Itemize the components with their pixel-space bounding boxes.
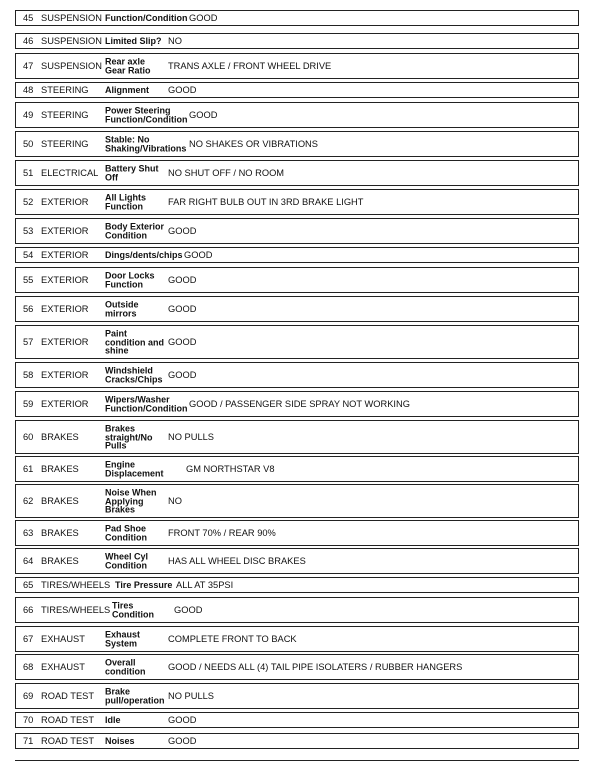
row-number: 71: [23, 736, 34, 746]
row-item: Stable: No Shaking/Vibrations: [105, 134, 187, 153]
row-category: EXHAUST: [41, 634, 85, 644]
row-value: GOOD: [184, 250, 213, 260]
table-row: [15, 218, 579, 244]
row-category: BRAKES: [41, 496, 79, 506]
row-value: ALL AT 35PSI: [176, 580, 234, 590]
row-category: BRAKES: [41, 464, 79, 474]
row-category: EXTERIOR: [41, 275, 89, 285]
row-category: EXTERIOR: [41, 304, 89, 314]
row-value: GOOD: [168, 370, 197, 380]
row-value: NO SHUT OFF / NO ROOM: [168, 168, 285, 178]
row-value: GOOD: [168, 715, 197, 725]
row-item: Wipers/Washer Function/Condition: [105, 394, 188, 413]
row-value: NO SHAKES OR VIBRATIONS: [189, 139, 318, 149]
table-row: [15, 654, 579, 680]
table-row: [15, 626, 579, 652]
row-value: GM NORTHSTAR V8: [186, 464, 275, 474]
table-bottom-border: [15, 760, 579, 761]
row-item: Body Exterior Condition: [105, 221, 165, 240]
row-item: Paint condition and shine: [105, 328, 164, 356]
row-value: TRANS AXLE / FRONT WHEEL DRIVE: [168, 61, 332, 71]
row-value: GOOD: [168, 85, 197, 95]
row-number: 58: [23, 370, 34, 380]
row-item: Power Steering Function/Condition: [105, 105, 188, 124]
row-category: ELECTRICAL: [41, 168, 99, 178]
row-category: EXHAUST: [41, 662, 85, 672]
row-number: 61: [23, 464, 34, 474]
table-row: [15, 577, 579, 593]
row-value: GOOD: [189, 110, 218, 120]
table-row: [15, 520, 579, 546]
row-number: 50: [23, 139, 34, 149]
row-item: Outside mirrors: [105, 299, 139, 318]
table-row: [15, 712, 579, 728]
row-category: SUSPENSION: [41, 36, 102, 46]
row-category: SUSPENSION: [41, 13, 102, 23]
row-number: 56: [23, 304, 34, 314]
row-number: 52: [23, 197, 34, 207]
row-value: GOOD: [168, 736, 197, 746]
row-number: 63: [23, 528, 34, 538]
row-value: NO: [168, 496, 182, 506]
row-number: 53: [23, 226, 34, 236]
row-value: HAS ALL WHEEL DISC BRAKES: [168, 556, 306, 566]
row-number: 46: [23, 36, 34, 46]
row-value: NO: [168, 36, 182, 46]
row-item: All Lights Function: [105, 192, 146, 211]
row-category: ROAD TEST: [41, 736, 95, 746]
row-value: NO PULLS: [168, 691, 214, 701]
row-category: STEERING: [41, 139, 89, 149]
table-row: [15, 160, 579, 186]
table-row: [15, 548, 579, 574]
row-category: ROAD TEST: [41, 715, 95, 725]
row-value: GOOD: [174, 605, 203, 615]
row-value: GOOD: [168, 337, 197, 347]
table-row: [15, 10, 579, 26]
table-row: [15, 391, 579, 417]
row-number: 51: [23, 168, 34, 178]
row-item: Door Locks Function: [105, 270, 155, 289]
row-number: 67: [23, 634, 34, 644]
row-item: Noise When Applying Brakes: [105, 487, 157, 515]
row-item: Noises: [105, 735, 135, 746]
row-item: Brake pull/operation: [105, 686, 165, 705]
row-number: 62: [23, 496, 34, 506]
row-item: Engine Displacement: [105, 459, 164, 478]
row-category: EXTERIOR: [41, 226, 89, 236]
table-row: [15, 456, 579, 482]
table-row: [15, 325, 579, 359]
row-category: EXTERIOR: [41, 399, 89, 409]
row-item: Pad Shoe Condition: [105, 523, 147, 542]
row-number: 48: [23, 85, 34, 95]
table-row: [15, 597, 579, 623]
row-value: NO PULLS: [168, 432, 214, 442]
row-value: GOOD: [168, 226, 197, 236]
row-value: GOOD: [168, 275, 197, 285]
row-number: 45: [23, 13, 34, 23]
row-item: Exhaust System: [105, 629, 141, 648]
row-value: GOOD: [168, 304, 197, 314]
row-value: GOOD / PASSENGER SIDE SPRAY NOT WORKING: [189, 399, 410, 409]
row-number: 68: [23, 662, 34, 672]
row-number: 55: [23, 275, 34, 285]
row-number: 65: [23, 580, 34, 590]
row-category: EXTERIOR: [41, 250, 89, 260]
table-row: [15, 131, 579, 157]
row-category: TIRES/WHEELS: [41, 580, 111, 590]
row-number: 66: [23, 605, 34, 615]
row-category: EXTERIOR: [41, 370, 89, 380]
row-item: Function/Condition: [105, 12, 188, 23]
table-row: [15, 189, 579, 215]
row-category: STEERING: [41, 85, 89, 95]
table-row: [15, 420, 579, 454]
row-number: 54: [23, 250, 34, 260]
row-category: BRAKES: [41, 528, 79, 538]
table-row: [15, 247, 579, 263]
table-row: [15, 102, 579, 128]
row-value: GOOD: [189, 13, 218, 23]
table-row: [15, 683, 579, 709]
row-category: TIRES/WHEELS: [41, 605, 111, 615]
row-category: EXTERIOR: [41, 197, 89, 207]
row-value: FRONT 70% / REAR 90%: [168, 528, 276, 538]
row-value: GOOD / NEEDS ALL (4) TAIL PIPE ISOLATERS / RUBBER HANGERS: [168, 662, 463, 672]
row-number: 47: [23, 61, 34, 71]
row-value: COMPLETE FRONT TO BACK: [168, 634, 297, 644]
row-item: Wheel Cyl Condition: [105, 551, 149, 570]
row-item: Tire Pressure: [115, 579, 173, 590]
table-row: [15, 733, 579, 749]
row-category: EXTERIOR: [41, 337, 89, 347]
row-item: Idle: [105, 714, 121, 725]
row-item: Alignment: [105, 84, 149, 95]
row-item: Tires Condition: [112, 600, 154, 619]
row-item: Rear axle Gear Ratio: [105, 56, 151, 75]
row-number: 70: [23, 715, 34, 725]
table-row: [15, 362, 579, 388]
row-category: BRAKES: [41, 556, 79, 566]
table-row: [15, 82, 579, 98]
row-number: 69: [23, 691, 34, 701]
row-item: Battery Shut Off: [105, 163, 159, 182]
row-category: STEERING: [41, 110, 89, 120]
row-number: 57: [23, 337, 34, 347]
row-number: 64: [23, 556, 34, 566]
table-row: [15, 296, 579, 322]
table-row: [15, 33, 579, 49]
row-number: 59: [23, 399, 34, 409]
row-number: 49: [23, 110, 34, 120]
table-row: [15, 484, 579, 518]
row-value: FAR RIGHT BULB OUT IN 3RD BRAKE LIGHT: [168, 197, 364, 207]
row-category: SUSPENSION: [41, 61, 102, 71]
row-item: Overall condition: [105, 657, 146, 676]
table-row: [15, 53, 579, 79]
table-row: [15, 267, 579, 293]
row-number: 60: [23, 432, 34, 442]
row-item: Dings/dents/chips: [105, 249, 183, 260]
row-item: Limited Slip?: [105, 35, 162, 46]
row-item: Brakes straight/No Pulls: [105, 423, 153, 451]
row-category: BRAKES: [41, 432, 79, 442]
row-category: ROAD TEST: [41, 691, 95, 701]
row-item: Windshield Cracks/Chips: [105, 365, 163, 384]
